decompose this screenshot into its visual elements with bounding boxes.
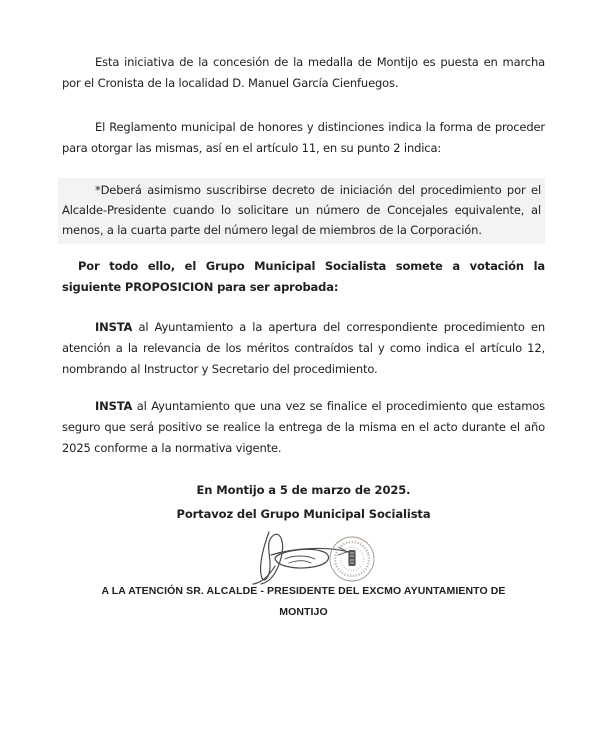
- insta-2-lead: INSTA: [95, 399, 133, 413]
- closing-block: [62, 478, 545, 526]
- paragraph-motion: Por todo ello, el Grupo Municipal Socialista somete a votación la siguiente PROPOSICION para ser aprobada:: [62, 259, 545, 294]
- regulation-quote-block: *Deberá asimismo suscribirse decreto de iniciación del procedimiento por el Alcalde-Presidente cuando lo solicitare un número de Concejales equivalente, al menos, a la cuarta parte del número legal de miembros de la Corporación.: [58, 178, 545, 244]
- paragraph-initiative: Esta iniciativa de la concesión de la medalla de Montijo es puesta en marcha por el Cronista de la localidad D. Manuel García Cienfuegos.: [62, 55, 545, 90]
- insta-1-text: al Ayuntamiento a la apertura del correspondiente procedimiento en atención a la relevancia de los méritos contraídos tal y como indica el artículo 12, nombrando al Instructor y Secretario del procedimiento.: [62, 320, 545, 376]
- paragraph-regulation: El Reglamento municipal de honores y distinciones indica la forma de proceder para otorgar las mismas, así en el artículo 11, en su punto 2 indica:: [62, 120, 545, 155]
- dateline: En Montijo a 5 de marzo de 2025.: [196, 483, 411, 497]
- stamp-emblem: [348, 550, 355, 566]
- signature-and-stamp: [245, 528, 379, 586]
- paragraph-insta-1: [62, 317, 545, 380]
- insta-1-lead: INSTA: [95, 320, 133, 334]
- insta-2-text: al Ayuntamiento que una vez se finalice el procedimiento que estamos seguro que será positivo se realice la entrega de la misma en el acto durante el año 2025 conforme a la normativa vigente.: [62, 399, 545, 455]
- signatory-role: Portavoz del Grupo Municipal Socialista: [176, 507, 431, 521]
- paragraph-insta-2: [62, 396, 545, 459]
- signature-block: [70, 528, 553, 584]
- attention-line-2: MONTIJO: [279, 606, 328, 618]
- attention-line-1: A LA ATENCIÓN SR. ALCALDE - PRESIDENTE DEL EXCMO AYUNTAMIENTO DE: [101, 585, 506, 597]
- stamp-seal-icon: [330, 537, 374, 581]
